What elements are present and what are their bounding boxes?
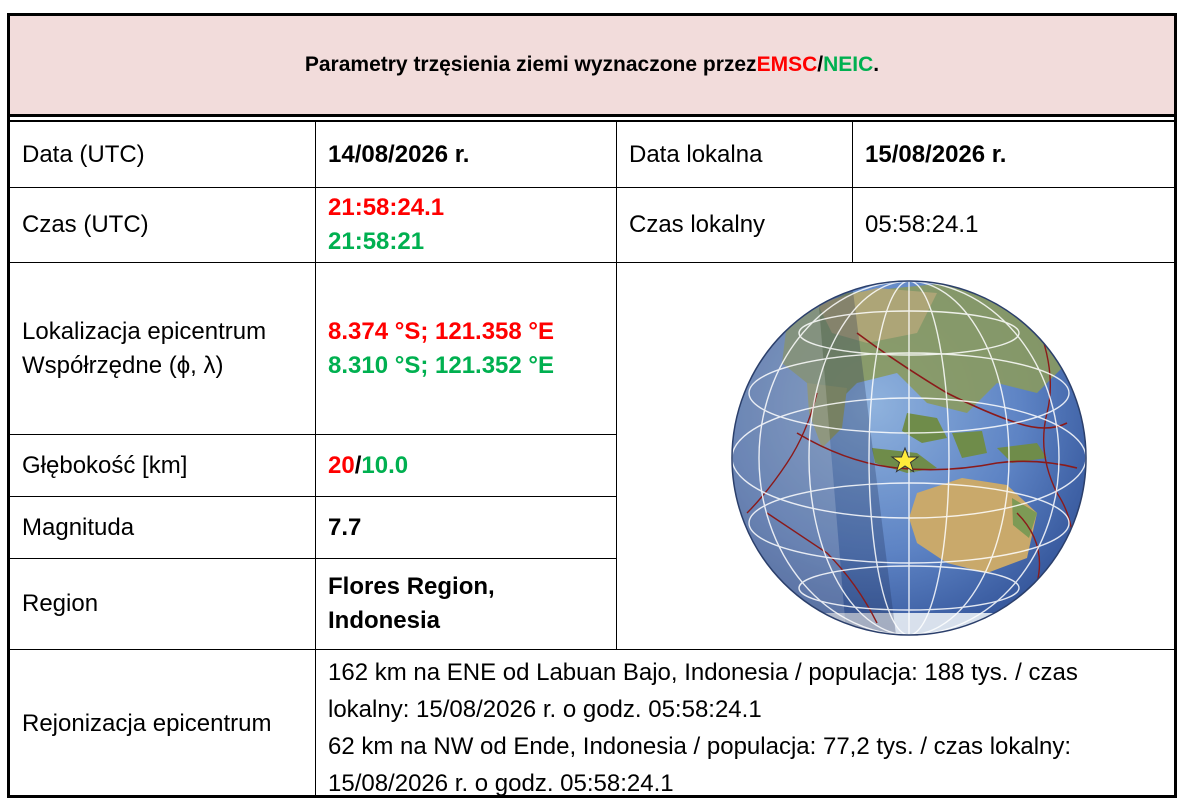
time-utc-emsc: 21:58:24.1 <box>328 194 445 221</box>
label-time-local <box>617 188 853 263</box>
value-date-utc-text: 14/08/2026 r. <box>328 140 470 168</box>
label-depth-text: Głębokość [km] <box>22 451 188 479</box>
time-utc-neic: 21:58:21 <box>328 228 425 255</box>
region-line2: Indonesia <box>328 607 441 634</box>
label-magnitude <box>10 497 316 559</box>
label-region-text: Region <box>22 590 99 617</box>
depth-emsc: 20 <box>328 451 355 479</box>
header-separator: / <box>817 53 824 76</box>
value-depth <box>316 435 617 497</box>
label-region <box>10 559 316 650</box>
label-date-utc-text: Data (UTC) <box>22 140 145 168</box>
value-regionalization <box>316 650 1174 798</box>
value-location <box>316 263 617 435</box>
header-agency-emsc: EMSC <box>756 53 818 76</box>
header-title-prefix: Parametry trzęsienia ziemi wyznaczone przez <box>304 53 757 76</box>
label-time-local-text: Czas lokalny <box>629 211 766 238</box>
value-date-utc <box>316 122 617 188</box>
value-time-local <box>853 188 1174 263</box>
label-time-utc-text: Czas (UTC) <box>22 211 149 238</box>
label-regionalization-text: Rejonizacja epicentrum <box>22 710 272 737</box>
header-title-suffix: . <box>873 53 880 76</box>
location-neic: 8.310 °S; 121.352 °E <box>328 351 555 379</box>
value-region <box>316 559 617 650</box>
regionalization-line2: lokalny: 15/08/2026 r. o godz. 05:58:24.1 <box>328 696 762 723</box>
label-location-line1: Lokalizacja epicentrum <box>22 317 267 345</box>
value-date-local <box>853 122 1174 188</box>
depth-separator: / <box>354 451 362 479</box>
location-emsc: 8.374 °S; 121.358 °E <box>328 317 555 345</box>
globe-map <box>617 263 1174 649</box>
label-time-utc <box>10 188 316 263</box>
label-date-local-text: Data lokalna <box>629 140 763 168</box>
label-regionalization <box>10 650 316 798</box>
value-date-local-text: 15/08/2026 r. <box>865 140 1007 168</box>
header-agency-neic: NEIC <box>823 53 874 76</box>
regionalization-line4: 15/08/2026 r. o godz. 05:58:24.1 <box>328 770 674 797</box>
depth-neic: 10.0 <box>361 451 409 479</box>
value-time-local-text: 05:58:24.1 <box>865 211 979 238</box>
landmass-antarctica <box>757 613 1077 643</box>
label-date-utc <box>10 122 316 188</box>
region-line1: Flores Region, <box>328 573 495 600</box>
regionalization-line3: 62 km na NW od Ende, Indonesia / populacja: 77,2 tys. / czas lokalny: <box>328 733 1072 760</box>
label-date-local <box>617 122 853 188</box>
earthquake-parameters-table <box>7 13 1177 798</box>
label-location <box>10 263 316 435</box>
label-location-line2: Współrzędne (ϕ, λ) <box>22 351 224 379</box>
label-depth <box>10 435 316 497</box>
value-time-utc <box>316 188 617 263</box>
value-magnitude-text: 7.7 <box>328 513 362 541</box>
label-magnitude-text: Magnituda <box>22 513 135 541</box>
regionalization-line1: 162 km na ENE od Labuan Bajo, Indonesia / populacja: 188 tys. / czas <box>328 659 1078 686</box>
table-header <box>10 16 1174 114</box>
header-divider <box>10 114 1174 122</box>
globe-map-cell <box>617 263 1174 650</box>
value-magnitude <box>316 497 617 559</box>
